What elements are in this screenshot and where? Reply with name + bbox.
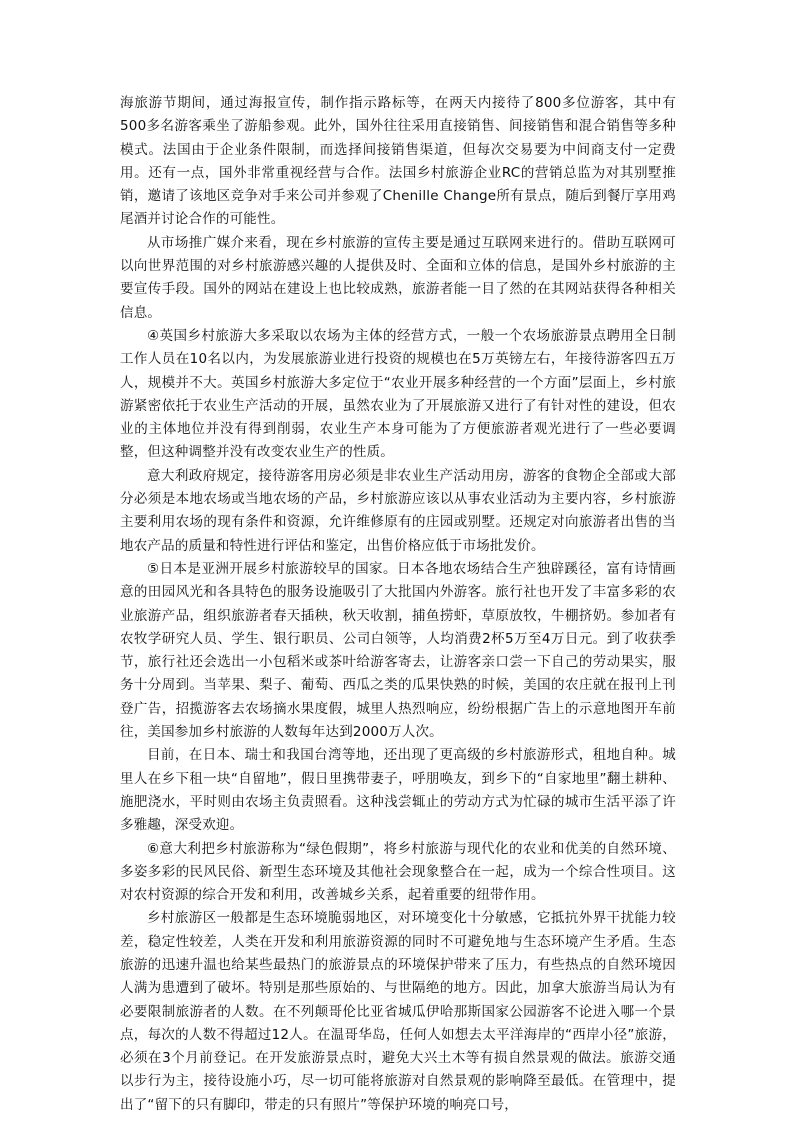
paragraph-3: ④英国乡村旅游大多采取以农场为主体的经营方式，一般一个农场旅游景点聘用全日制工作人员在10名以内，为发展旅游业进行投资的规模也在5万英镑左右，年接待游客四五万人，规模并不大。英国乡村旅游大多定位于“农业开展多种经营的一个方面”层面上，乡村旅游紧密依托于农业生产活动的开展，虽然农业为了开展旅游又进行了有针对性的建设，但农业的主体地位并没有得到削弱，农业生产本身可能为了方便旅游者观光进行了一些必要调整，但这种调整并没有改变农业生产的性质。 [120,327,676,461]
paragraph-7: ⑥意大利把乡村旅游称为“绿色假期”，将乡村旅游与现代化的农业和优美的自然环境、多姿多彩的民风民俗、新型生态环境及其他社会现象整合在一起，成为一个综合性项目。这对农村资源的综合开发和利用，改善城乡关系，起着重要的纽带作用。 [120,840,676,904]
paragraph-8: 乡村旅游区一般都是生态环境脆弱地区，对环境变化十分敏感，它抵抗外界干扰能力较差，稳定性较差，人类在开发和利用旅游资源的同时不可避免地与生态环境产生矛盾。生态旅游的迅速升温也给某些最热门的旅游景点的环境保护带来了压力，有些热点的自然环境因人满为患遭到了破坏。特别是那些原始的、与世隔绝的地方。因此，加拿大旅游当局认为有必要限制旅游者的人数。在不列颠哥伦比亚省城瓜伊哈那斯国家公园游客不论进入哪一个景点，每次的人数不得超过12人。在温哥华岛，任何人如想去太平洋海岸的“西岸小径”旅游，必须在3个月前登记。在开发旅游景点时，避免大兴土木等有损自然景观的做法。旅游交通以步行为主，接待设施小巧，尽一切可能将旅游对自然景观的影响降至最低。在管理中，提出了“留下的只有脚印，带走的只有照片”等保护环境的响亮口号， [120,910,676,1113]
paragraph-1: 海旅游节期间，通过海报宣传，制作指示路标等，在两天内接待了800多位游客，其中有500多名游客乘坐了游船参观。此外，国外往往采用直接销售、间接销售和混合销售等多种模式。法国由于企业条件限制，而选择间接销售渠道，但每次交易要为中间商支付一定费用。还有一点，国外非常重视经营与合作。法国乡村旅游企业RC的营销总监为对其别墅推销，邀请了该地区竞争对手来公司并参观了Chenille Change所有景点，随后到餐厅享用鸡尾酒并讨论合作的可能性。 [120,95,676,228]
paragraph-6: 目前，在日本、瑞士和我国台湾等地，还出现了更高级的乡村旅游形式，租地自种。城里人在乡下租一块“自留地”，假日里携带妻子，呼朋唤友，到乡下的“自家地里”翻土耕种、施肥浇水，平时则由农场主负责照看。这种浅尝辄止的劳动方式为忙碌的城市生活平添了许多雅趣，深受欢迎。 [120,747,676,834]
paragraph-2: 从市场推广媒介来看，现在乡村旅游的宣传主要是通过互联网来进行的。借助互联网可以向世界范围的对乡村旅游感兴趣的人提供及时、全面和立体的信息，是国外乡村旅游的主要宣传手段。国外的网站在建设上也比较成熟，旅游者能一目了然的在其网站获得各种相关信息。 [120,234,676,321]
paragraph-4: 意大利政府规定，接待游客用房必须是非农业生产活动用房，游客的食物企全部或大部分必须是本地农场或当地农场的产品，乡村旅游应该以从事农业活动为主要内容，乡村旅游主要利用农场的现有条件和资源，允许维修原有的庄园或别墅。还规定对向旅游者出售的当地农产品的质量和特性进行评估和鉴定，出售价格应低于市场批发价。 [120,467,676,554]
paragraph-5: ⑤日本是亚洲开展乡村旅游较早的国家。日本各地农场结合生产独辟蹊径，富有诗情画意的田园风光和各具特色的服务设施吸引了大批国内外游客。旅行社也开发了丰富多彩的农业旅游产品，组织旅游者春天插秧，秋天收割，捕鱼捞虾，草原放牧，牛棚挤奶。参加者有农牧学研究人员、学生、银行职员、公司白领等，人均消费2杯5万至4万日元。到了收获季节，旅行社还会选出一小包稻米或茶叶给游客寄去，让游客亲口尝一下自己的劳动果实，服务十分周到。当苹果、梨子、葡萄、西瓜之类的瓜果快熟的时候，美国的农庄就在报刊上刊登广告，招揽游客去农场摘水果度假，城里人热烈响应，纷纷根据广告上的示意地图开车前往，美国参加乡村旅游的人数每年达到2000万人次。 [120,560,676,741]
document-page [120,92,676,1117]
